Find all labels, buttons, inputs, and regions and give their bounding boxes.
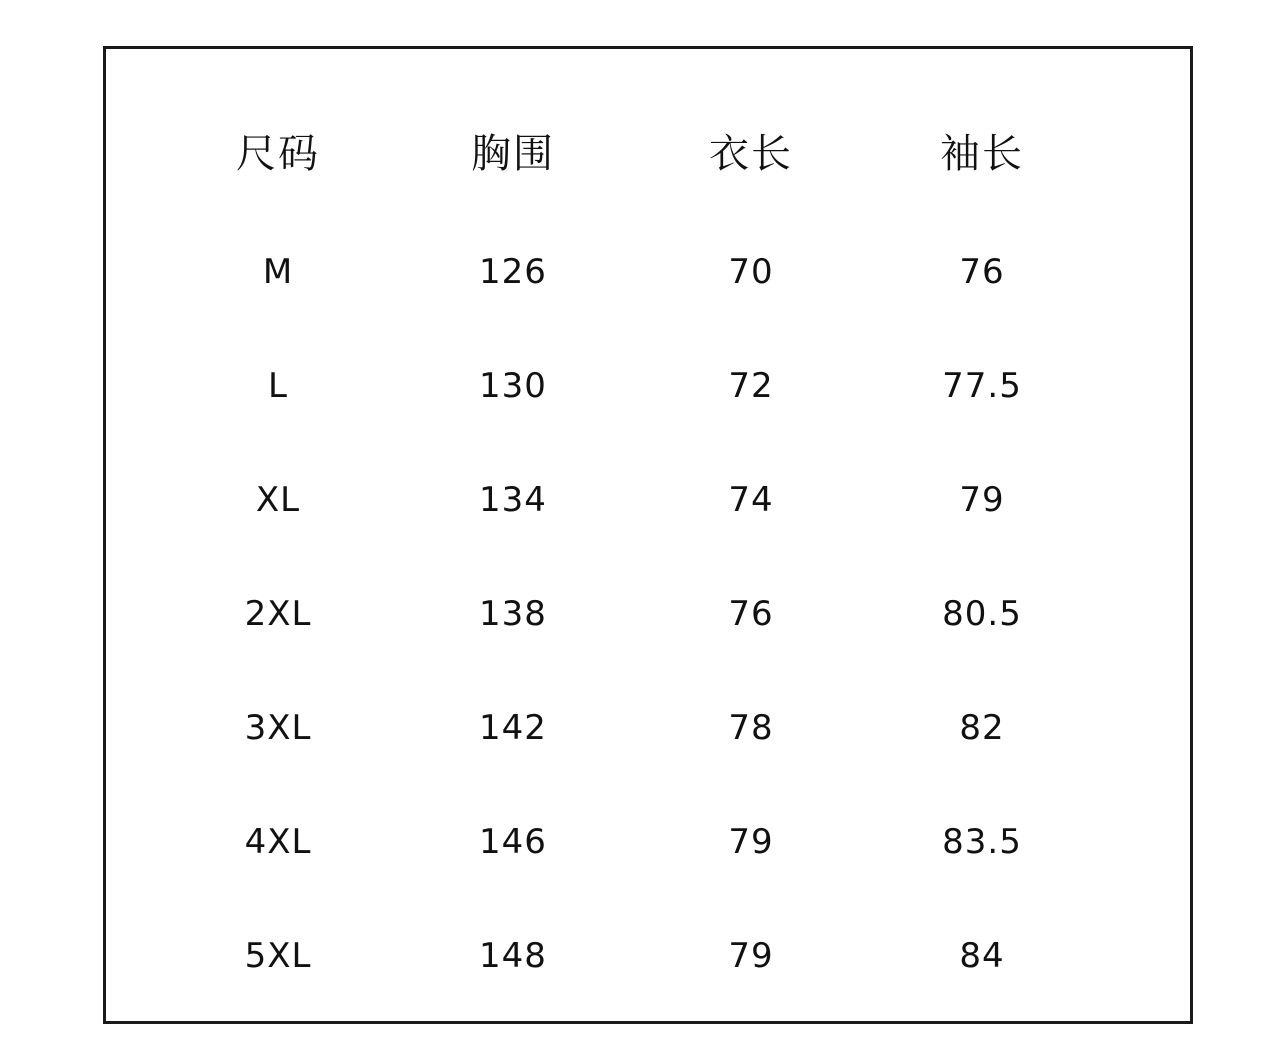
cell-chest: 126 <box>479 252 547 292</box>
cell-sleeve: 84 <box>959 936 1005 976</box>
cell-chest: 134 <box>479 480 547 520</box>
cell-length: 70 <box>728 252 774 292</box>
table-row <box>106 242 1190 302</box>
table-row <box>106 926 1190 986</box>
cell-length: 78 <box>728 708 774 748</box>
cell-sleeve: 77.5 <box>942 366 1022 406</box>
header-sleeve: 袖长 <box>940 131 1024 177</box>
cell-size: 2XL <box>244 594 312 634</box>
header-size: 尺码 <box>236 131 320 177</box>
cell-length: 76 <box>728 594 774 634</box>
cell-chest: 130 <box>479 366 547 406</box>
cell-size: XL <box>255 480 301 520</box>
cell-chest: 148 <box>479 936 547 976</box>
cell-length: 72 <box>728 366 774 406</box>
size-chart-table <box>106 49 1190 1021</box>
cell-length: 74 <box>728 480 774 520</box>
cell-sleeve: 80.5 <box>942 594 1022 634</box>
cell-chest: 142 <box>479 708 547 748</box>
table-row <box>106 812 1190 872</box>
cell-sleeve: 82 <box>959 708 1005 748</box>
cell-size: L <box>268 366 288 406</box>
cell-length: 79 <box>728 822 774 862</box>
cell-length: 79 <box>728 936 774 976</box>
table-row <box>106 356 1190 416</box>
table-header-row <box>106 124 1190 184</box>
table-row <box>106 470 1190 530</box>
cell-size: 4XL <box>244 822 312 862</box>
table-row <box>106 698 1190 758</box>
cell-size: M <box>262 252 294 292</box>
cell-sleeve: 76 <box>959 252 1005 292</box>
size-chart-frame <box>103 46 1193 1024</box>
table-row <box>106 584 1190 644</box>
cell-chest: 146 <box>479 822 547 862</box>
cell-size: 5XL <box>244 936 312 976</box>
header-length: 衣长 <box>709 131 793 177</box>
cell-size: 3XL <box>244 708 312 748</box>
header-chest: 胸围 <box>471 131 555 177</box>
cell-sleeve: 83.5 <box>942 822 1022 862</box>
cell-chest: 138 <box>479 594 547 634</box>
cell-sleeve: 79 <box>959 480 1005 520</box>
